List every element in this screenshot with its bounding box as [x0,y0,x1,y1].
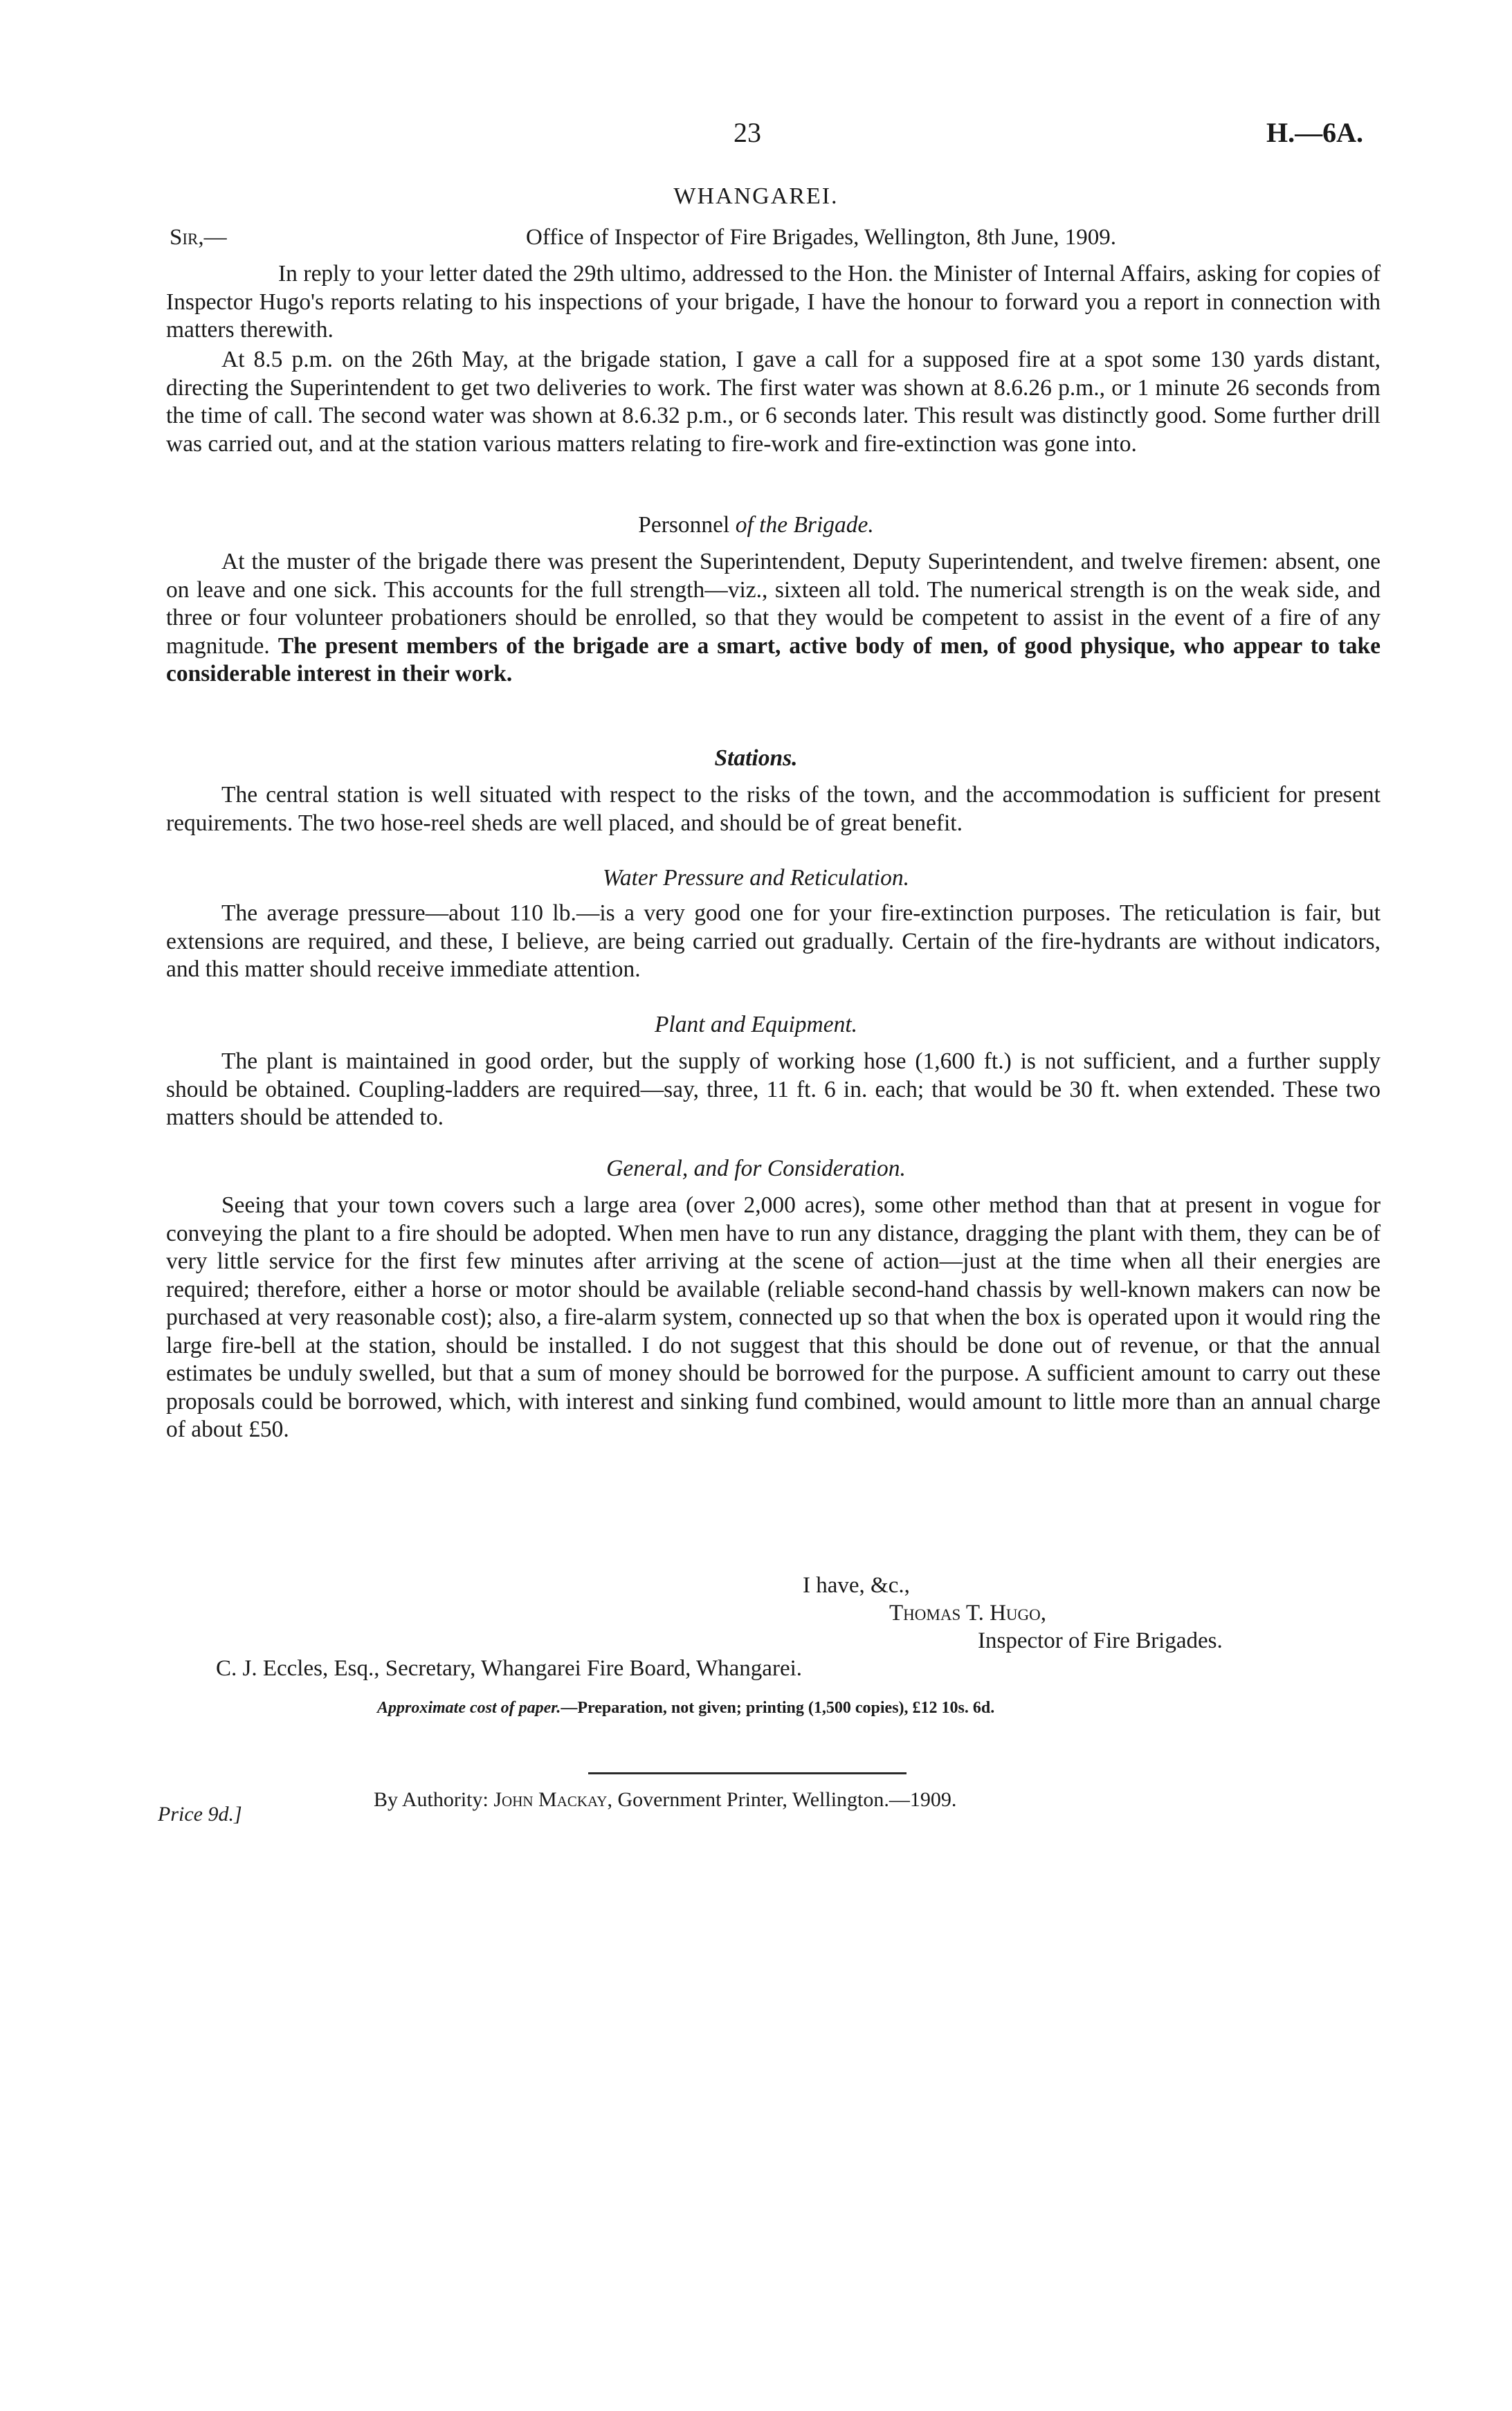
subheading-personnel-rest: of the Brigade. [735,512,874,538]
paragraph-water: The average pressure—about 110 lb.—is a very good one for your fire-extinction purposes. The reticulation is fair, but extensions are required, and these, I believe, are being carried out gradually. Certain of the fire-hydrants are without indicators, and this matter should receive immediate attention. [166,900,1381,982]
paragraph-stations: The central station is well situated with respect to the risks of the town, and the accommodation is sufficient for present requirements. The two hose-reel sheds are well placed, and should be of great benefit. [166,782,1381,836]
paragraph-personnel-part-b: The present members of the brigade are a smart, active body of men, of good physique, who appear to take considerable interest in their work. [166,633,1381,686]
page-number: 23 [734,117,761,148]
subheading-general: General, and for Consideration. [606,1156,906,1181]
paragraph-general: Seeing that your town covers such a large area (over 2,000 acres), some other method than that at present in vogue for conveying the plant to a fire should be adopted. When men have to run any distance, dragging the plant with them, they can be of very little service for the first few minutes after arriving at the scene of action—just at the time when all their energies are required; therefore, either a horse or motor should be available (reliable second-hand chassis by well-known makers can now be purchased at very reasonable cost); also, a fire-alarm system, connected up so that when the box is operated upon it would ring the large fire-bell at the station, should be installed. I do not suggest that this should be done out of revenue, or that the annual estimates be unduly swelled, but that a sum of money should be borrowed for the purpose. A sufficient amount to carry out these proposals could be borrowed, which, with interest and sinking fund combined, would amount to little more than an annual charge of about £50. [166,1192,1381,1442]
cost-note-label: Approximate cost of paper. [377,1699,561,1717]
signature-title: Inspector of Fire Brigades. [978,1628,1223,1653]
cost-note [377,1699,994,1718]
printer-imprint [374,1788,956,1812]
addressee: C. J. Eccles, Esq., Secretary, Whangarei Fire Board, Whangarei. [216,1656,803,1681]
section-heading: WHANGAREI. [673,183,839,209]
imprint-printer: John Mackay, [493,1788,612,1811]
subheading-plant: Plant and Equipment. [654,1012,858,1037]
signature-closing: I have, &c., [803,1573,910,1598]
subheading-stations: Stations. [714,745,798,771]
subheading-personnel-word: Personnel [638,512,730,538]
document-reference: H.—6A. [1266,117,1363,148]
subheading-water: Water Pressure and Reticulation. [603,865,909,891]
paragraph-plant: The plant is maintained in good order, but the supply of working hose (1,600 ft.) is not sufficient, and a further supply should be obtained. Coupling-ladders are required—say, three, 11 ft. 6 in. each; that would be 30 ft. when extended. These two matters should be attended to. [166,1048,1381,1130]
paragraph-personnel-part-a: At the muster of the brigade there was present the Superintendent, Deputy Superintendent, and twelve firemen: absent, one on leave and one sick. This accounts for the full strength—viz., sixteen all told. The numerical strength is on the weak side, and three or four volunteer probationers should be enrolled, so that they would be competent to assist in the event of a fire of any magnitude. [166,549,1381,659]
paragraph-reply: In reply to your letter dated the 29th ultimo, addressed to the Hon. the Minister of Internal Affairs, asking for copies of Inspector Hugo's reports relating to his inspections of your brigade, I have the honour to forward you a report in connection with matters therewith. [166,261,1381,343]
cost-note-text: —Preparation, not given; printing (1,500 copies), £12 10s. 6d. [561,1699,995,1717]
salutation: Sir,— [170,225,227,250]
signature-name: Thomas T. Hugo, [889,1601,1047,1626]
paragraph-drill: At 8.5 p.m. on the 26th May, at the brigade station, I gave a call for a supposed fire at a spot some 130 yards distant, directing the Superintendent to get two deliveries to work. The first water was shown at 8.6.26 p.m., or 1 minute 26 seconds from the time of call. The second water was shown at 8.6.32 p.m., or 6 seconds later. This result was distinctly good. Some further drill was carried out, and at the station various matters relating to fire-work and fire-extinction was gone into. [166,347,1381,457]
imprint-prefix: By Authority: [374,1788,489,1811]
paragraph-personnel [166,548,1381,689]
office-dateline: Office of Inspector of Fire Brigades, Wellington, 8th June, 1909. [526,225,1117,250]
subheading-personnel [0,512,1512,538]
footer-divider [588,1772,907,1774]
imprint-suffix: Government Printer, Wellington.—1909. [617,1788,957,1811]
price-note: Price 9d.] [158,1803,242,1826]
